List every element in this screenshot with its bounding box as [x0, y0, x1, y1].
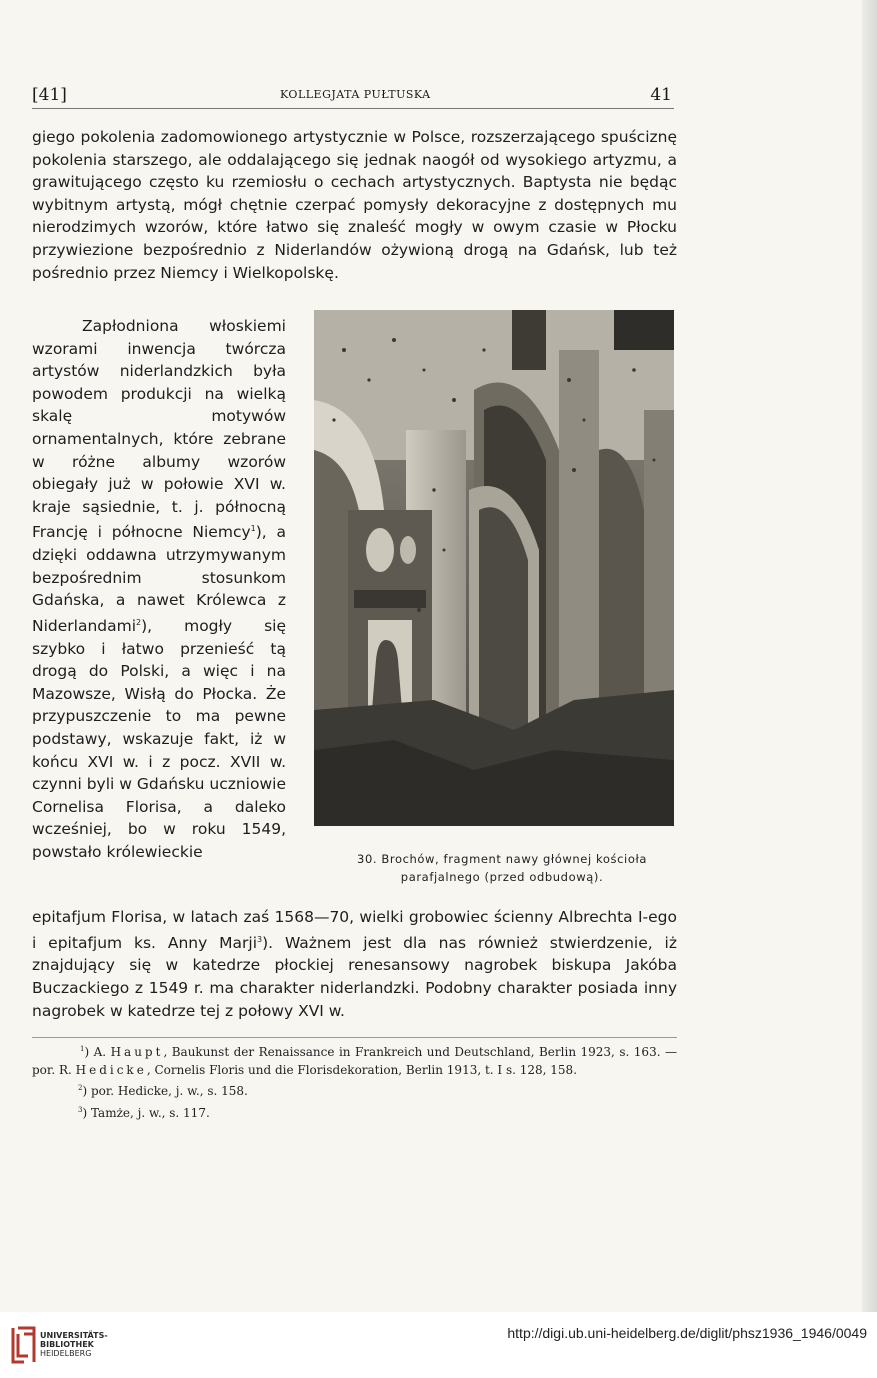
- church-photo: [314, 310, 674, 826]
- paragraph-2: [32, 315, 286, 864]
- footnotes: [32, 1040, 677, 1122]
- footnote-ref-1: 1: [250, 524, 256, 534]
- footnote-ref-2: 2: [136, 617, 142, 627]
- library-name: [40, 1331, 108, 1358]
- logo-line-1: UNIVERSITÄTS-: [40, 1331, 108, 1340]
- footnote-1-author-2: Hedicke: [75, 1063, 147, 1078]
- footnote-1-prefix: ) A.: [84, 1045, 111, 1059]
- page-marker: [41]: [32, 85, 67, 105]
- source-url-link[interactable]: http://digi.ub.uni-heidelberg.de/diglit/phsz1936_1946/0049: [507, 1325, 867, 1341]
- footnote-1-mark: 1: [80, 1045, 85, 1053]
- paragraph-2-part-a: Zapłodniona włoskiemi wzorami inwencja twórcza artystów niderlandzkich była powodem produkcji na wielką skalę motywów ornamentalnych, które zebrane w różne albumy wzorów obiegały już w połowie XVI w. kraje sąsiednie, t. j. północną Francję i północne Niemcy: [32, 317, 286, 542]
- running-header: [32, 84, 674, 109]
- footnote-3-text: ) Tamże, j. w., s. 117.: [82, 1105, 210, 1120]
- figure-caption: [326, 850, 678, 886]
- footnote-2: [32, 1079, 677, 1100]
- caption-line-1: 30. Brochów, fragment nawy głównej kościoła: [357, 852, 647, 866]
- paragraph-3-part-a: epitafjum Florisa, w latach zaś 1568—70, wielki grobowiec ścienny Albrechta I-ego i epitafjum ks. Anny Marji: [32, 908, 677, 952]
- footnote-2-mark: 2: [78, 1084, 83, 1093]
- footnote-2-text: ) por. Hedicke, j. w., s. 158.: [82, 1084, 248, 1099]
- caption-line-2: parafjalnego (przed odbudową).: [400, 870, 604, 884]
- logo-line-2: BIBLIOTHEK: [40, 1340, 94, 1349]
- footnote-3: [32, 1101, 677, 1122]
- footnote-1-text: , Baukunst der Renaissance in Frankreich und Deutschland, Berlin 1923, s. 163. — por. R.: [32, 1045, 677, 1078]
- running-title: KOLLEGJATA PUŁTUSKA: [280, 88, 431, 101]
- footnote-ref-3: 3: [257, 934, 263, 944]
- footnote-1: [32, 1040, 677, 1079]
- paragraph-3: [32, 906, 677, 1022]
- footnote-divider: [32, 1037, 677, 1038]
- paragraph-1: giego pokolenia zadomowionego artystycznie w Polsce, rozszerzającego spuściznę pokolenia starszego, ale oddalającego się jednak naogół od wysokiego artyzmu, a grawitującego często ku rzemiosłu o cechach artystycznych. Baptysta nie będąc wybitnym artystą, mógł chętnie czerpać pomysły dekoracyjne z dostępnych mu nierodzimych wzorów, które łatwo się znaleść mogły w owym czasie w Płocku przywiezione bezpośrednio z Niderlandów ożywioną drogą na Gdańsk, lub też pośrednio przez Niemcy i Wielkopolskę.: [32, 128, 677, 282]
- paragraph-3-part-b: ). Ważnem jest dla nas również stwierdzenie, iż znajdujący się w katedrze płockiej renesansowy nagrobek biskupa Jakóba Buczackiego z 1549 r. ma charakter niderlandzki. Podobny charakter posiada inny nagrobek w katedrze tej z połowy XVI w.: [32, 933, 677, 1020]
- page-number: 41: [650, 85, 672, 105]
- footnote-1-author: Haupt: [110, 1045, 164, 1059]
- footnote-1-text-2: , Cornelis Floris und die Florisdekoration, Berlin 1913, t. I s. 128, 158.: [146, 1063, 578, 1078]
- scan-edge-shadow: [862, 0, 877, 1312]
- footnote-3-mark: 3: [78, 1105, 83, 1114]
- paragraph-2-part-b: ), a dzięki oddawna utrzymywanym bezpośrednim stosunkom Gdańska, a nawet Królewca z Niderlandami: [32, 523, 286, 636]
- paragraph-2-part-c: ), mogły się szybko i łatwo przenieść tą drogą do Polski, a więc i na Mazowsze, Wisłą do Płocka. Że przypuszczenie to ma pewne podstawy, wskazuje fakt, iż w końcu XVI w. i z pocz. XVII w. czynni byli w Gdańsku uczniowie Cornelisa Florisa, a daleko wcześniej, bo w roku 1549, powstało królewieckie: [32, 617, 286, 861]
- logo-line-3: HEIDELBERG: [40, 1349, 92, 1358]
